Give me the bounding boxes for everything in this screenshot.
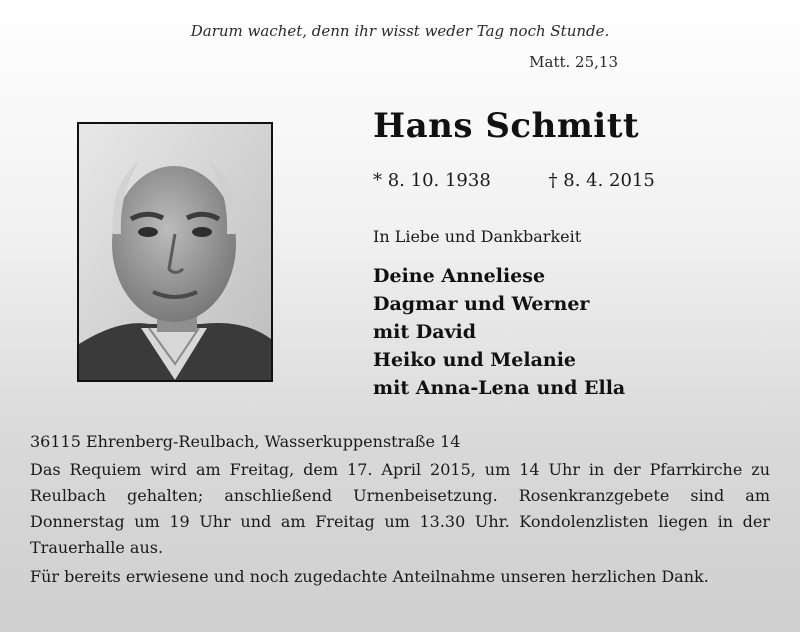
dedication-line: In Liebe und Dankbarkeit <box>373 227 582 246</box>
birth-date: * 8. 10. 1938 <box>373 170 491 191</box>
mourner: Heiko und Melanie <box>373 349 577 371</box>
mourner: mit David <box>373 321 477 343</box>
service-details: Das Requiem wird am Freitag, dem 17. April 2015, um 14 Uhr in der Pfarrkirche zu Reulbach gehalten; anschließend Urnenbeisetzung. Rosenkranzgebete sind am Donnerstag um 19 Uhr und am Freitag um 13.30 Uhr. Kondolenzlisten liegen in der Trauerhalle aus. <box>30 460 770 557</box>
death-date: † 8. 4. 2015 <box>548 170 655 191</box>
details-section <box>30 432 770 586</box>
mourner: Deine Anneliese <box>373 265 546 287</box>
life-dates <box>373 170 655 191</box>
mourners-list <box>373 262 625 402</box>
deceased-name: Hans Schmitt <box>373 106 640 146</box>
portrait-photo <box>77 122 273 382</box>
mourner: Dagmar und Werner <box>373 293 590 315</box>
quote-reference: Matt. 25,13 <box>529 53 618 71</box>
address: 36115 Ehrenberg-Reulbach, Wasserkuppenstraße 14 <box>30 432 461 451</box>
bible-quote: Darum wachet, denn ihr wisst weder Tag noch Stunde. <box>190 22 610 40</box>
thanks-line: Für bereits erwiesene und noch zugedachte Anteilnahme unseren herzlichen Dank. <box>30 567 709 586</box>
mourner: mit Anna-Lena und Ella <box>373 377 626 399</box>
